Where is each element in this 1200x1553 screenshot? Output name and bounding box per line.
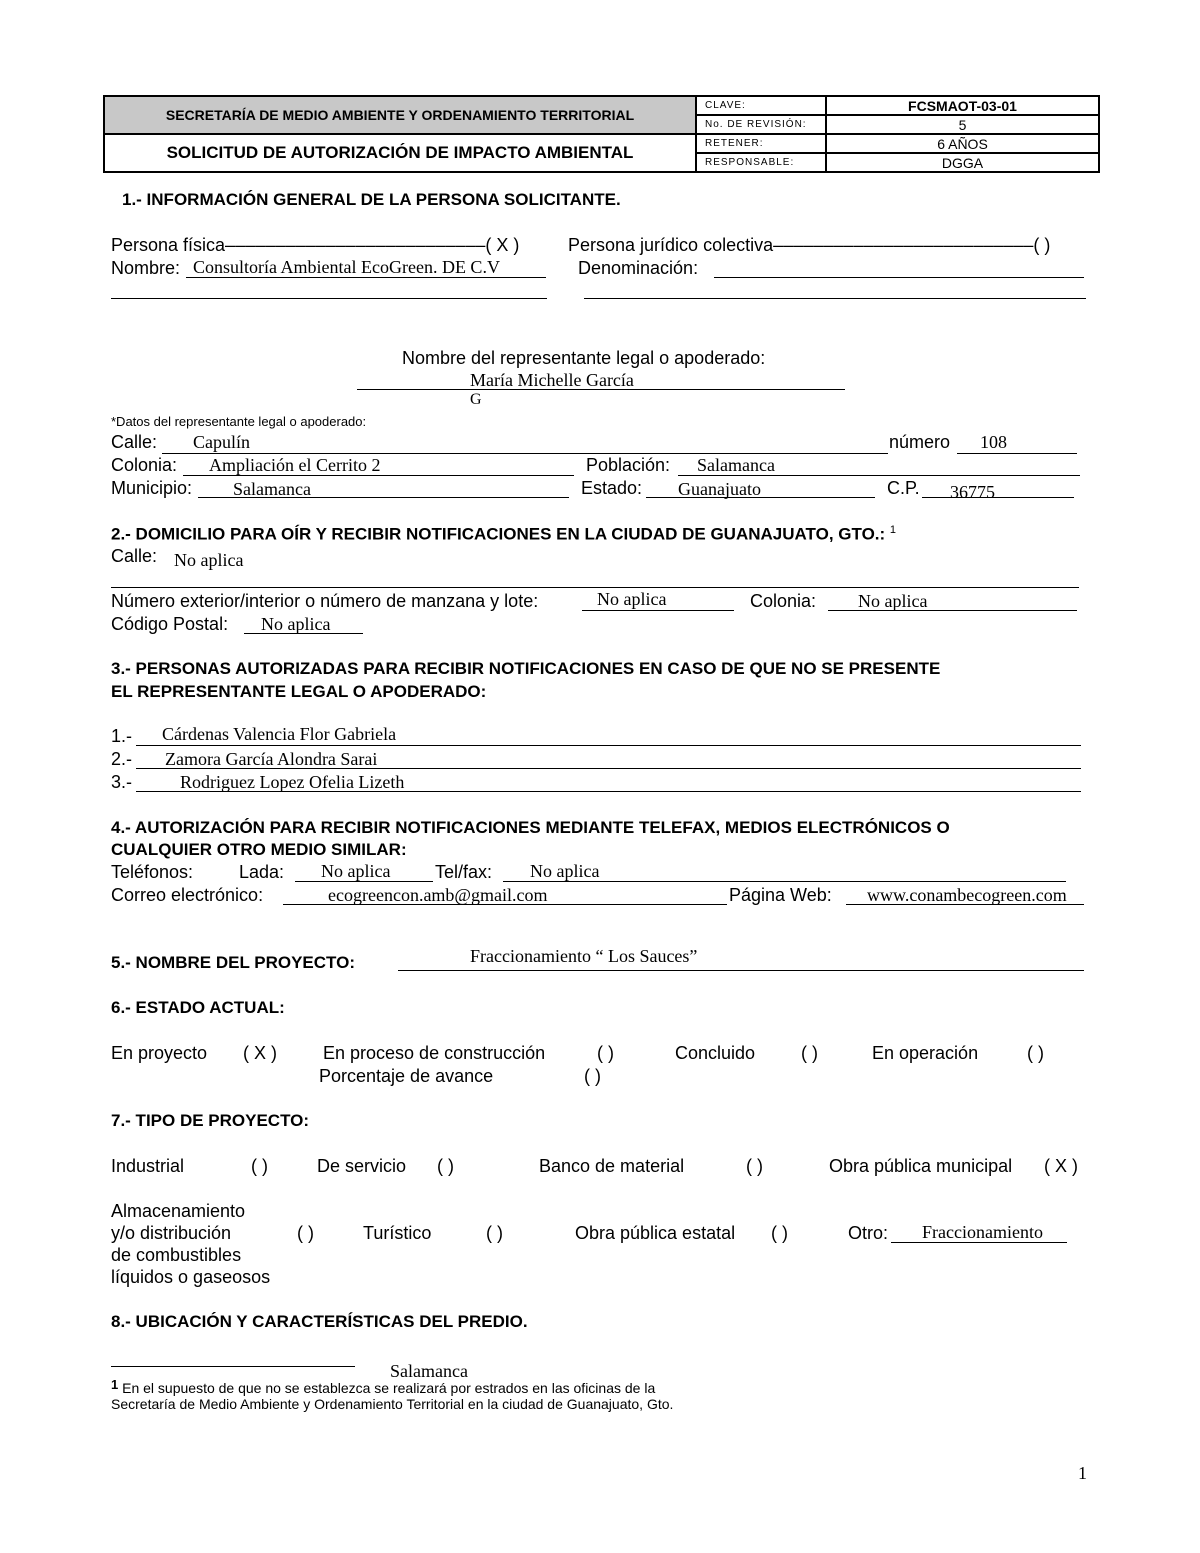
- secretaria-title: SECRETARÍA DE MEDIO AMBIENTE Y ORDENAMIENTO TERRITORIAL: [104, 96, 696, 134]
- rep-cut-text: G: [470, 391, 482, 408]
- correo-value: ecogreencon.amb@gmail.com: [328, 885, 548, 905]
- project-name-value: Fraccionamiento “ Los Sauces”: [470, 946, 698, 966]
- section-8-title: 8.- UBICACIÓN Y CARACTERÍSTICAS DEL PREDIO.: [111, 1312, 528, 1331]
- footnote-ref: 1: [889, 524, 897, 536]
- operacion-label: En operación: [872, 1043, 979, 1063]
- page-number: 1: [1078, 1463, 1087, 1483]
- calle-value: Capulín: [193, 432, 250, 452]
- lada-label: Lada:: [239, 862, 285, 882]
- clave-value: FCSMAOT-03-01: [826, 96, 1099, 115]
- correo-label: Correo electrónico:: [111, 885, 264, 905]
- municipio-value: Salamanca: [233, 479, 311, 499]
- rep-label: Nombre del representante legal o apoderado:: [402, 348, 766, 368]
- en-proyecto-label: En proyecto: [111, 1043, 208, 1063]
- almac-line-1: Almacenamiento: [111, 1201, 246, 1221]
- responsable-label: RESPONSABLE:: [696, 153, 826, 172]
- web-label: Página Web:: [729, 885, 832, 905]
- construccion-mark: ( ): [597, 1043, 614, 1063]
- person-3-name: Rodriguez Lopez Ofelia Lizeth: [180, 772, 405, 792]
- nombre-value: Consultoría Ambiental EcoGreen. DE C.V: [193, 257, 500, 277]
- nombre-label: Nombre:: [111, 258, 181, 278]
- section-5-title: 5.- NOMBRE DEL PROYECTO:: [111, 953, 356, 972]
- almac-mark: ( ): [297, 1223, 314, 1243]
- otro-label: Otro:: [848, 1223, 889, 1243]
- almac-line-4: líquidos o gaseosos: [111, 1267, 271, 1287]
- s2-calle-value: No aplica: [174, 550, 244, 570]
- calle-label: Calle:: [111, 432, 158, 452]
- telfax-label: Tel/fax:: [435, 862, 493, 882]
- porcentaje-mark: ( ): [584, 1066, 601, 1086]
- s2-cp-label: Código Postal:: [111, 614, 229, 634]
- cp-value: 36775: [950, 482, 995, 502]
- banco-label: Banco de material: [539, 1156, 685, 1176]
- person-1-name: Cárdenas Valencia Flor Gabriela: [162, 724, 397, 744]
- denominacion-label: Denominación:: [578, 258, 699, 278]
- clave-label: CLAVE:: [696, 96, 826, 115]
- responsable-value: DGGA: [826, 153, 1099, 172]
- telefonos-label: Teléfonos:: [111, 862, 194, 882]
- s2-numero-value: No aplica: [597, 589, 667, 609]
- poblacion-value: Salamanca: [697, 455, 775, 475]
- turistico-mark: ( ): [486, 1223, 503, 1243]
- industrial-label: Industrial: [111, 1156, 185, 1176]
- servicio-label: De servicio: [317, 1156, 407, 1176]
- operacion-mark: ( ): [1027, 1043, 1044, 1063]
- colonia-value: Ampliación el Cerrito 2: [209, 455, 381, 475]
- solicitud-title: SOLICITUD DE AUTORIZACIÓN DE IMPACTO AMBIENTAL: [104, 134, 696, 172]
- s2-colonia-label: Colonia:: [750, 591, 817, 611]
- person-3-num: 3.-: [111, 772, 133, 792]
- retener-label: RETENER:: [696, 134, 826, 153]
- almac-line-3: de combustibles: [111, 1245, 242, 1265]
- person-1-num: 1.-: [111, 726, 133, 746]
- revision-label: No. DE REVISIÓN:: [696, 115, 826, 134]
- footnote-line-2: Secretaría de Medio Ambiente y Ordenamiento Territorial en la ciudad de Guanajuato, Gto.: [111, 1396, 674, 1412]
- s2-cp-value: No aplica: [261, 614, 331, 634]
- s2-numero-label: Número exterior/interior o número de manzana y lote:: [111, 591, 539, 611]
- section-1-title: 1.- INFORMACIÓN GENERAL DE LA PERSONA SOLICITANTE.: [122, 190, 621, 209]
- web-value: www.conambecogreen.com: [867, 885, 1067, 905]
- s2-calle-label: Calle:: [111, 546, 158, 566]
- obra-municipal-label: Obra pública municipal: [829, 1156, 1013, 1176]
- poblacion-label: Población:: [586, 455, 671, 475]
- persona-fisica: Persona física––––––––––––––––––––––––––( X ): [111, 235, 520, 255]
- numero-value: 108: [980, 432, 1007, 452]
- industrial-mark: ( ): [251, 1156, 268, 1176]
- footnote-line-1: 1 En el supuesto de que no se establezca se realizará por estrados en las oficinas de la: [111, 1377, 656, 1396]
- section-3-title-1: 3.- PERSONAS AUTORIZADAS PARA RECIBIR NOTIFICACIONES EN CASO DE QUE NO SE PRESENTE: [111, 659, 941, 678]
- person-2-num: 2.-: [111, 749, 133, 769]
- colonia-label: Colonia:: [111, 455, 178, 475]
- construccion-label: En proceso de construcción: [323, 1043, 546, 1063]
- cp-label: C.P.: [887, 478, 920, 498]
- datos-label: *Datos del representante legal o apoderado:: [111, 414, 367, 429]
- footnote-separator: [111, 1366, 355, 1367]
- obra-municipal-mark: ( X ): [1044, 1156, 1078, 1176]
- en-proyecto-mark: ( X ): [243, 1043, 277, 1063]
- telfax-value: No aplica: [530, 861, 600, 881]
- section-3-title-2: EL REPRESENTANTE LEGAL O APODERADO:: [111, 682, 487, 701]
- estado-label: Estado:: [581, 478, 643, 498]
- persona-juridica: Persona jurídico colectiva––––––––––––––––––––––––––( ): [568, 235, 1051, 255]
- estado-value: Guanajuato: [678, 479, 761, 499]
- s2-colonia-value: No aplica: [858, 591, 928, 611]
- numero-label: número: [889, 432, 951, 452]
- section-6-title: 6.- ESTADO ACTUAL:: [111, 998, 285, 1017]
- section-7-title: 7.- TIPO DE PROYECTO:: [111, 1111, 310, 1130]
- revision-value: 5: [826, 115, 1099, 134]
- municipio-label: Municipio:: [111, 478, 193, 498]
- porcentaje-label: Porcentaje de avance: [319, 1066, 494, 1086]
- banco-mark: ( ): [746, 1156, 763, 1176]
- otro-value: Fraccionamiento: [922, 1222, 1043, 1242]
- almac-line-2: y/o distribución: [111, 1223, 232, 1243]
- concluido-mark: ( ): [801, 1043, 818, 1063]
- section-4-title-2: CUALQUIER OTRO MEDIO SIMILAR:: [111, 840, 407, 859]
- header-table: [103, 95, 1100, 173]
- servicio-mark: ( ): [437, 1156, 454, 1176]
- obra-estatal-label: Obra pública estatal: [575, 1223, 736, 1243]
- section-4-title-1: 4.- AUTORIZACIÓN PARA RECIBIR NOTIFICACIONES MEDIANTE TELEFAX, MEDIOS ELECTRÓNICOS O: [111, 818, 950, 837]
- predio-partial-value: Salamanca: [390, 1361, 468, 1381]
- person-2-name: Zamora García Alondra Sarai: [165, 749, 378, 769]
- section-2-title: 2.- DOMICILIO PARA OÍR Y RECIBIR NOTIFICACIONES EN LA CIUDAD DE GUANAJUATO, GTO.: $^1$: [111, 524, 897, 544]
- rep-value: María Michelle García: [470, 370, 634, 390]
- retener-value: 6 AÑOS: [826, 134, 1099, 153]
- obra-estatal-mark: ( ): [771, 1223, 788, 1243]
- turistico-label: Turístico: [363, 1223, 432, 1243]
- concluido-label: Concluido: [675, 1043, 756, 1063]
- lada-value: No aplica: [321, 861, 391, 881]
- footnote-number: 1: [111, 1377, 119, 1392]
